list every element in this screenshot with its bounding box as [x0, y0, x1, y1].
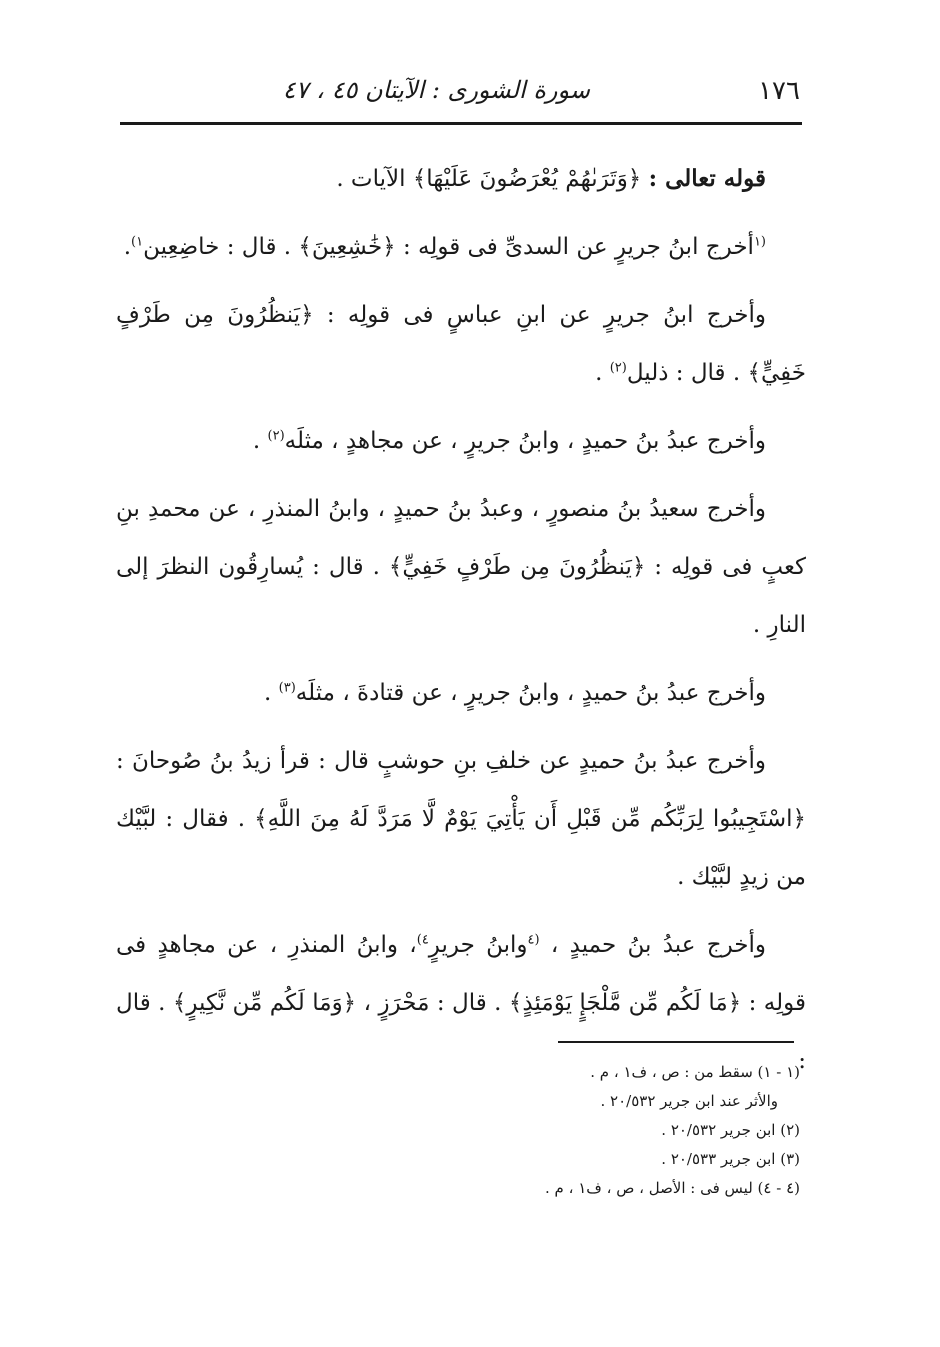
- paragraph-6: [116, 664, 806, 722]
- paragraph-text: وأخرج عبدُ بنُ حميدٍ ،: [539, 932, 767, 958]
- paragraph-text: وأخرج عبدُ بنُ حميدٍ ، وابنُ جريرٍ ، عن قتادةَ ، مثلَه: [295, 680, 766, 706]
- footnote-marker: ٤): [416, 932, 429, 948]
- page-number: ١٧٦: [758, 76, 800, 106]
- paragraph-3: [116, 286, 806, 402]
- running-title: سورة الشورى : الآيتان ٤٥ ، ٤٧: [282, 76, 590, 104]
- footnote-rule: [558, 1041, 794, 1043]
- paragraph-7: [116, 732, 806, 906]
- footnote-marker: ١): [131, 234, 144, 250]
- footnote-marker: (٣): [278, 680, 296, 696]
- footnote-marker: (٤: [527, 932, 540, 948]
- punctuation: .: [264, 680, 279, 706]
- footnote-marker: (١: [753, 234, 766, 250]
- punctuation: .: [252, 428, 268, 454]
- paragraph-1: [116, 150, 806, 208]
- paragraph-text: وابنُ جريرٍ: [428, 932, 528, 958]
- paragraph-text: ، وابنُ المنذرِ ، عن مجاهدٍ فى قولِه : ﴿مَا لَكُم مِّن مَّلْجَإٍ يَوْمَئِذٍ﴾ . قال : مَحْرَزٍ ، ﴿وَمَا لَكُم مِّن نَّكِيرٍ﴾ . قال :: [116, 932, 806, 1074]
- paragraph-4: [116, 412, 806, 470]
- paragraph-text: وأخرج عبدُ بنُ حميدٍ ، وابنُ جريرٍ ، عن مجاهدٍ ، مثلَه: [284, 428, 766, 454]
- paragraph-5: [116, 480, 806, 654]
- verse-text: ﴿وَتَرَىٰهُمْ يُعْرَضُونَ عَلَيْهَا﴾ الآيات .: [336, 166, 642, 192]
- footnote-1-source: والأثر عند ابن جرير ٢٠/٥٣٢ .: [600, 1092, 778, 1110]
- footnote-2: (٢) ابن جرير ٢٠/٥٣٢ .: [661, 1121, 800, 1139]
- footnote-4: (٤ - ٤) ليس فى : الأصل ، ص ، ف١ ، م .: [545, 1179, 800, 1197]
- footnote-3: (٣) ابن جرير ٢٠/٥٣٣ .: [661, 1150, 800, 1168]
- paragraph-2: [116, 218, 806, 276]
- footnote-marker: (٢): [267, 428, 285, 444]
- paragraph-text: وأخرج ابنُ جريرٍ عن ابنِ عباسٍ فى قولِه : ﴿يَنظُرُونَ مِن طَرْفٍ خَفِيٍّ﴾ . قال : ذليل: [116, 302, 806, 386]
- footnote-1: (١ - ١) سقط من : ص ، ف١ ، م .: [590, 1063, 800, 1081]
- punctuation: .: [595, 360, 610, 386]
- footnotes: [380, 1058, 800, 1203]
- verse-intro: قوله تعالى :: [648, 165, 766, 192]
- page-header: [120, 64, 800, 120]
- paragraph-text: وأخرج سعيدُ بنُ منصورٍ ، وعبدُ بنُ حميدٍ ، وابنُ المنذرِ ، عن محمدِ بنِ كعبٍ فى قولِه : ﴿يَنظُرُونَ مِن طَرْفٍ خَفِيٍّ﴾ . قال : يُسارِقُون النظرَ إلى النارِ .: [116, 496, 806, 638]
- footnote-marker: (٢): [609, 360, 627, 376]
- paragraph-text: أخرج ابنُ جريرٍ عن السدىِّ فى قولِه : ﴿خَٰشِعِينَ﴾ . قال : خاضِعِين: [143, 234, 754, 260]
- main-text: [116, 150, 806, 1100]
- paragraph-text: وأخرج عبدُ بنُ حميدٍ عن خلفِ بنِ حوشبٍ قال : قرأ زيدُ بنُ صُوحانَ : ﴿اسْتَجِيبُوا لِرَبِّكُم مِّن قَبْلِ أَن يَأْتِيَ يَوْمٌ لَّا مَرَدَّ لَهُ مِنَ اللَّهِ﴾ . فقال : لبَّيْك من زيدٍ لبَّيْك .: [116, 748, 806, 890]
- punctuation: .: [123, 234, 132, 260]
- header-rule: [120, 122, 802, 125]
